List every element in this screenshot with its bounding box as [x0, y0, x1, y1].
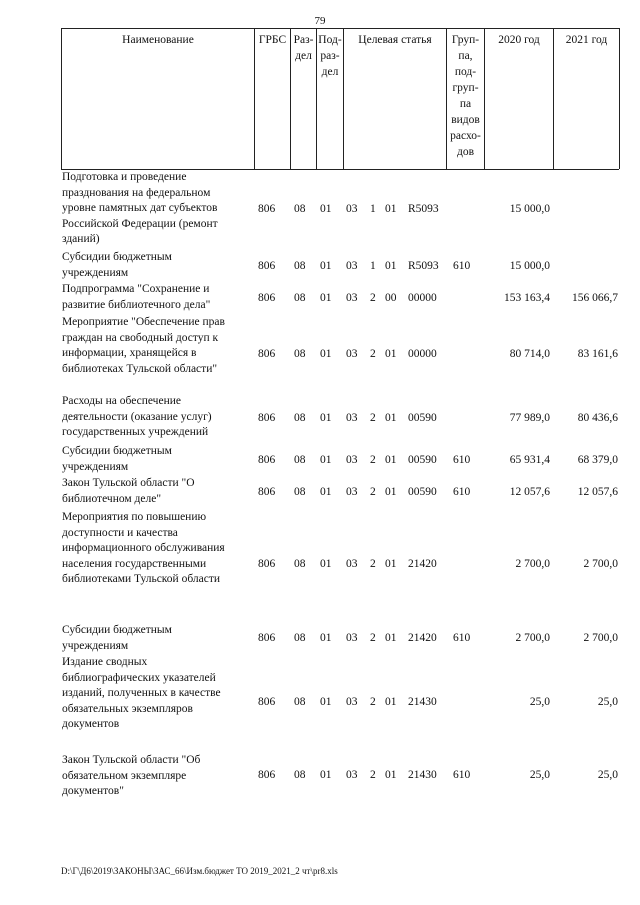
header-divider — [553, 28, 554, 169]
header-divider — [484, 28, 485, 169]
cell-2020: 15 000,0 — [509, 260, 550, 272]
cell-target-subprogram: 2 — [370, 348, 376, 360]
cell-target-event: 01 — [385, 558, 397, 570]
cell-target-program: 03 — [346, 486, 358, 498]
cell-target-program: 03 — [346, 260, 358, 272]
header-target-article: Целевая статья — [358, 34, 432, 46]
cell-expense-group: 610 — [453, 486, 471, 498]
cell-2021: 2 700,0 — [583, 632, 618, 644]
cell-target-subprogram: 2 — [370, 412, 376, 424]
cell-target-program: 03 — [346, 454, 358, 466]
row-name: Закон Тульской области "О библиотечном деле" — [62, 477, 195, 505]
cell-podrazdel: 01 — [320, 696, 332, 708]
cell-podrazdel: 01 — [320, 486, 332, 498]
cell-target-program: 03 — [346, 769, 358, 781]
cell-2021: 25,0 — [597, 769, 618, 781]
cell-target-event: 01 — [385, 632, 397, 644]
cell-target-direction: 00590 — [408, 454, 437, 466]
cell-target-program: 03 — [346, 696, 358, 708]
row-name: Подпрограмма "Сохранение и развитие библиотечного дела" — [62, 283, 211, 311]
cell-razdel: 08 — [294, 260, 306, 272]
cell-target-direction: R5093 — [408, 260, 439, 272]
cell-target-program: 03 — [346, 412, 358, 424]
cell-target-subprogram: 2 — [370, 558, 376, 570]
cell-podrazdel: 01 — [320, 348, 332, 360]
cell-razdel: 08 — [294, 412, 306, 424]
cell-grbs: 806 — [258, 292, 276, 304]
cell-target-program: 03 — [346, 348, 358, 360]
cell-razdel: 08 — [294, 486, 306, 498]
cell-target-event: 01 — [385, 412, 397, 424]
cell-razdel: 08 — [294, 348, 306, 360]
row-name: Подготовка и проведение празднования на федеральном уровне памятных дат субъектов Российской Федерации (ремонт зданий) — [62, 171, 218, 246]
cell-razdel: 08 — [294, 203, 306, 215]
cell-target-subprogram: 1 — [370, 260, 376, 272]
header-grbs: ГРБС — [258, 34, 287, 46]
cell-razdel: 08 — [294, 292, 306, 304]
cell-2020: 2 700,0 — [515, 632, 550, 644]
header-divider — [254, 28, 255, 169]
cell-expense-group: 610 — [453, 260, 471, 272]
cell-2020: 12 057,6 — [509, 486, 550, 498]
cell-razdel: 08 — [294, 558, 306, 570]
cell-2021: 68 379,0 — [577, 454, 618, 466]
cell-podrazdel: 01 — [320, 454, 332, 466]
cell-grbs: 806 — [258, 769, 276, 781]
cell-podrazdel: 01 — [320, 260, 332, 272]
cell-target-subprogram: 2 — [370, 454, 376, 466]
cell-target-event: 01 — [385, 486, 397, 498]
cell-podrazdel: 01 — [320, 769, 332, 781]
cell-grbs: 806 — [258, 486, 276, 498]
cell-target-event: 01 — [385, 348, 397, 360]
cell-target-direction: 21430 — [408, 696, 437, 708]
cell-target-direction: 21420 — [408, 558, 437, 570]
row-name: Расходы на обеспечение деятельности (оказание услуг) государственных учреждений — [62, 395, 212, 439]
row-name: Субсидии бюджетным учреждениям — [62, 624, 172, 652]
cell-podrazdel: 01 — [320, 632, 332, 644]
cell-target-event: 01 — [385, 260, 397, 272]
cell-2020: 65 931,4 — [509, 454, 550, 466]
header-expense-group: Груп- па, под- груп- па видов расхо- дов — [450, 34, 481, 158]
header-name: Наименование — [122, 34, 194, 46]
cell-target-event: 01 — [385, 696, 397, 708]
cell-razdel: 08 — [294, 454, 306, 466]
cell-target-event: 01 — [385, 203, 397, 215]
cell-target-direction: 00590 — [408, 412, 437, 424]
header-divider — [61, 28, 62, 169]
cell-grbs: 806 — [258, 558, 276, 570]
cell-razdel: 08 — [294, 696, 306, 708]
cell-2020: 15 000,0 — [509, 203, 550, 215]
page-number: 79 — [314, 15, 326, 27]
cell-2021: 83 161,6 — [577, 348, 618, 360]
row-name: Мероприятие "Обеспечение прав граждан на свободный доступ к информации, хранящейся в библиотеках Тульской области" — [62, 316, 225, 375]
header-divider — [343, 28, 344, 169]
cell-target-direction: 00000 — [408, 348, 437, 360]
header-year-2021: 2021 год — [565, 34, 608, 46]
header-year-2020: 2020 год — [498, 34, 540, 46]
row-name: Издание сводных библиографических указателей изданий, полученных в качестве обязательных экземпляров документов — [62, 656, 221, 731]
cell-2021: 80 436,6 — [577, 412, 618, 424]
cell-grbs: 806 — [258, 203, 276, 215]
cell-target-event: 00 — [385, 292, 397, 304]
cell-podrazdel: 01 — [320, 558, 332, 570]
cell-grbs: 806 — [258, 412, 276, 424]
cell-target-program: 03 — [346, 203, 358, 215]
cell-2021: 156 066,7 — [572, 292, 618, 304]
cell-2020: 2 700,0 — [515, 558, 550, 570]
cell-podrazdel: 01 — [320, 203, 332, 215]
cell-target-event: 01 — [385, 769, 397, 781]
header-divider — [619, 28, 620, 169]
cell-target-subprogram: 2 — [370, 486, 376, 498]
cell-target-subprogram: 2 — [370, 696, 376, 708]
cell-grbs: 806 — [258, 260, 276, 272]
cell-2020: 25,0 — [529, 769, 550, 781]
cell-razdel: 08 — [294, 769, 306, 781]
cell-target-event: 01 — [385, 454, 397, 466]
cell-2020: 77 989,0 — [509, 412, 550, 424]
cell-target-subprogram: 2 — [370, 292, 376, 304]
cell-2020: 80 714,0 — [509, 348, 550, 360]
cell-podrazdel: 01 — [320, 292, 332, 304]
cell-target-direction: 00590 — [408, 486, 437, 498]
cell-2021: 25,0 — [597, 696, 618, 708]
header-razdel: Раз- дел — [293, 34, 314, 62]
cell-expense-group: 610 — [453, 454, 471, 466]
cell-target-direction: 00000 — [408, 292, 437, 304]
cell-expense-group: 610 — [453, 632, 471, 644]
cell-grbs: 806 — [258, 696, 276, 708]
cell-target-direction: 21420 — [408, 632, 437, 644]
row-name: Мероприятия по повышению доступности и качества информационного обслуживания населения государственными библиотеками Тульской области — [62, 511, 225, 586]
cell-target-direction: R5093 — [408, 203, 439, 215]
header-podrazdel: Под- раз- дел — [318, 34, 342, 78]
cell-target-program: 03 — [346, 292, 358, 304]
cell-2020: 153 163,4 — [504, 292, 550, 304]
row-name: Закон Тульской области "Об обязательном экземпляре документов" — [62, 754, 201, 798]
cell-target-subprogram: 2 — [370, 769, 376, 781]
cell-grbs: 806 — [258, 454, 276, 466]
cell-grbs: 806 — [258, 348, 276, 360]
cell-2021: 12 057,6 — [577, 486, 618, 498]
cell-expense-group: 610 — [453, 769, 471, 781]
cell-podrazdel: 01 — [320, 412, 332, 424]
cell-razdel: 08 — [294, 632, 306, 644]
cell-target-program: 03 — [346, 558, 358, 570]
cell-target-subprogram: 1 — [370, 203, 376, 215]
row-name: Субсидии бюджетным учреждениям — [62, 445, 172, 473]
file-path-footer: D:\Г\Д6\2019\ЗАКОНЫ\ЗАС_66\Изм.бюджет ТО 2019_2021_2 чт\pr8.xls — [61, 866, 338, 876]
cell-2020: 25,0 — [529, 696, 550, 708]
cell-grbs: 806 — [258, 632, 276, 644]
row-name: Субсидии бюджетным учреждениям — [62, 251, 172, 279]
cell-2021: 2 700,0 — [583, 558, 618, 570]
cell-target-direction: 21430 — [408, 769, 437, 781]
cell-target-program: 03 — [346, 632, 358, 644]
cell-target-subprogram: 2 — [370, 632, 376, 644]
